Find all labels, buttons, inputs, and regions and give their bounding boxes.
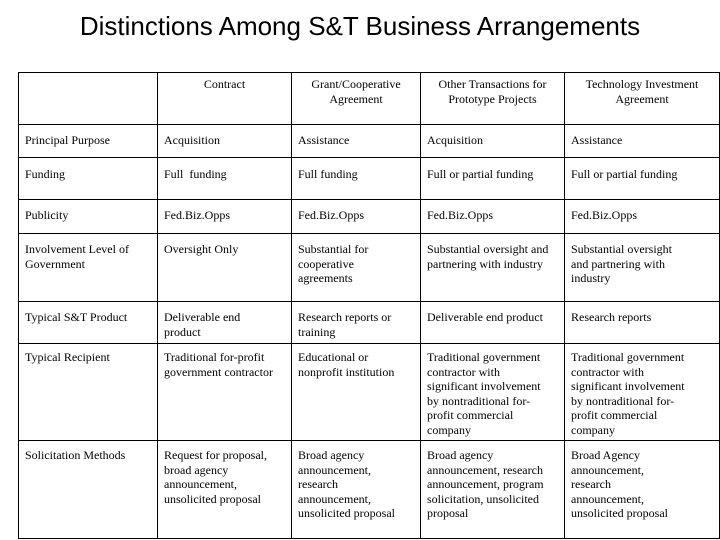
table-cell: Substantial oversight and partnering with industry (427, 242, 549, 271)
table-rule (18, 72, 720, 73)
table-rule (18, 440, 720, 441)
table-cell: Request for proposal, broad agency announcement, unsolicited proposal (164, 448, 267, 506)
table-cell: Deliverable end product (164, 310, 241, 339)
table-rule (18, 124, 720, 125)
table-cell: Full or partial funding (427, 167, 534, 181)
row-label-publicity: Publicity (25, 208, 69, 222)
header-grant: Grant/Cooperative Agreement (311, 77, 401, 106)
header-other-transactions: Other Transactions for Prototype Projects (438, 77, 547, 106)
table-rule (18, 301, 720, 302)
row-label-solicitation-methods: Solicitation Methods (25, 448, 126, 462)
table-rule (18, 538, 720, 539)
table-cell: Full or partial funding (571, 167, 678, 181)
table-rule (291, 72, 292, 539)
table-cell: Acquisition (164, 133, 220, 147)
table-cell: Substantial for cooperative agreements (298, 242, 369, 285)
table-cell: Research reports (571, 310, 652, 324)
table-cell: Acquisition (427, 133, 483, 147)
table-rule (420, 72, 421, 539)
header-contract: Contract (203, 77, 246, 91)
table-cell: Assistance (571, 133, 623, 147)
table-cell: Traditional government contractor with significant involvement by nontraditional for- profit commercial company (571, 350, 685, 437)
table-cell: Oversight Only (164, 242, 239, 256)
row-label-principal-purpose: Principal Purpose (25, 133, 110, 147)
table-rule (18, 157, 720, 158)
table-cell: Assistance (298, 133, 350, 147)
table-cell: Broad Agency announcement, research announcement, unsolicited proposal (571, 448, 668, 520)
table-cell: Research reports or training (298, 310, 392, 339)
table-rule (18, 199, 720, 200)
table-rule (18, 343, 720, 344)
table-cell: Substantial oversight and partnering with industry (571, 242, 672, 285)
table-cell: Traditional for-profit government contractor (164, 350, 273, 379)
table-rule (18, 72, 19, 539)
table-cell: Traditional government contractor with significant involvement by nontraditional for- profit commercial company (427, 350, 541, 437)
table-cell: Deliverable end product (427, 310, 543, 324)
table-rule (564, 72, 565, 539)
table-cell: Broad agency announcement, research announcement, program solicitation, unsolicited proposal (427, 448, 544, 520)
table-cell: Broad agency announcement, research announcement, unsolicited proposal (298, 448, 395, 520)
table-rule (18, 233, 720, 234)
table-cell: Fed.Biz.Opps (298, 208, 364, 222)
row-label-typical-product: Typical S&T Product (25, 310, 128, 324)
header-technology-investment: Technology Investment Agreement (585, 77, 699, 106)
page-title: Distinctions Among S&T Business Arrangements (79, 11, 641, 41)
table-rule (157, 72, 158, 539)
row-label-involvement-level: Involvement Level of Government (25, 242, 129, 271)
table-cell: Fed.Biz.Opps (164, 208, 230, 222)
table-cell: Fed.Biz.Opps (427, 208, 493, 222)
row-label-funding: Funding (25, 167, 66, 181)
table-cell: Full funding (164, 167, 227, 181)
table-cell: Full funding (298, 167, 358, 181)
table-cell: Fed.Biz.Opps (571, 208, 637, 222)
table-cell: Educational or nonprofit institution (298, 350, 395, 379)
row-label-typical-recipient: Typical Recipient (25, 350, 110, 364)
